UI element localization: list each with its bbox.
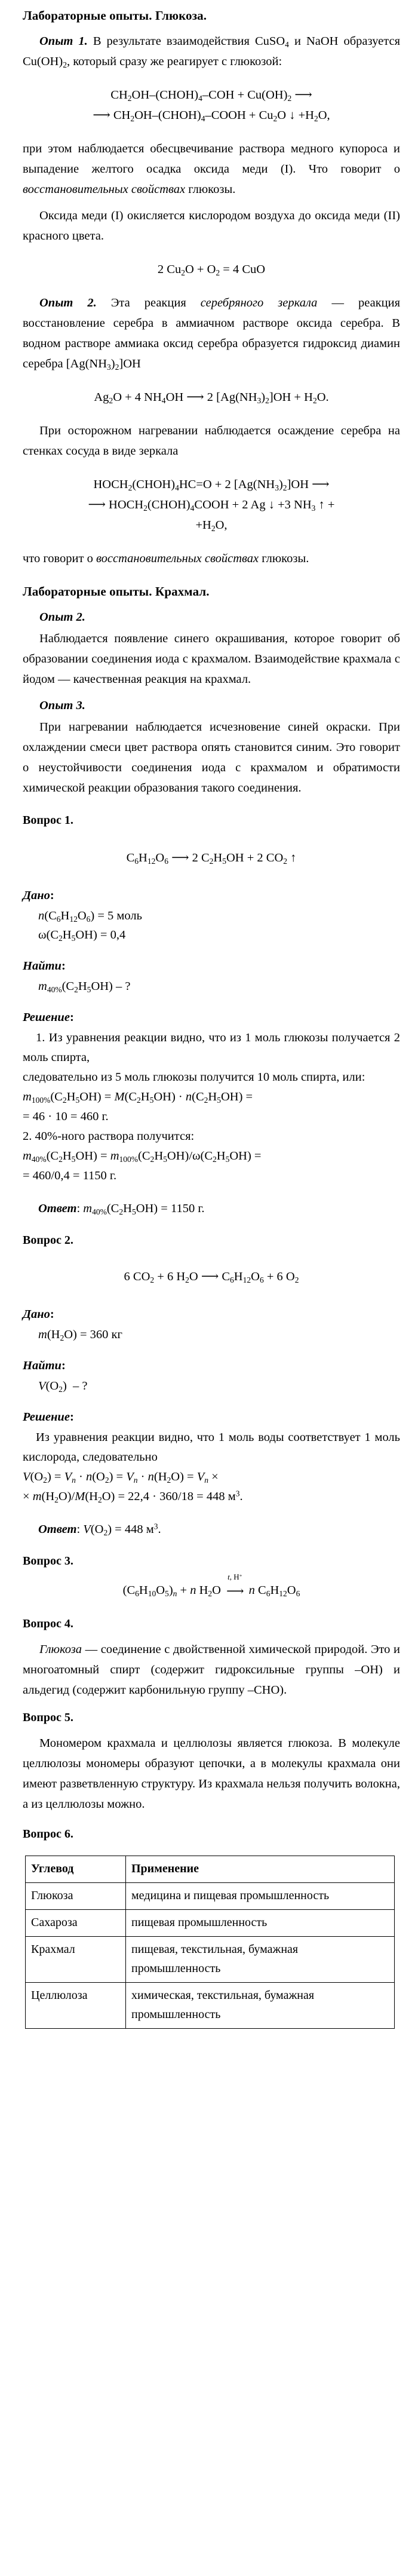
given-label-text: Дано — [23, 889, 50, 903]
closing-text-1: что говорит о — [23, 552, 96, 566]
starch-experiment-2-text: Наблюдается появление синего окрашивания, которое говорит об образовании соединения иода с крахмалом. Взаимодействие крахмала с йодом — качественная реакция на крахмал. — [23, 632, 400, 686]
question-2-answer: Ответ: $V(O_2) = 448$ $м^3$. — [38, 1522, 161, 1538]
question-3-title: Вопрос 3. — [23, 1554, 73, 1568]
equation-fermentation — [23, 848, 400, 868]
question-2-given-label: Дано: — [23, 1308, 54, 1321]
question-1-find-label: Найти: — [23, 959, 66, 973]
table-cell-application: медицина и пищевая промышленность — [126, 1882, 395, 1909]
find-label-text: Найти — [23, 959, 62, 973]
table-header-application: Применение — [126, 1856, 395, 1882]
table-cell-carbohydrate: Сахароза — [26, 1909, 126, 1936]
experiment-1-paragraph-2: Оксида меди (I) окисляется кислородом воздуха до оксида меди (II) красного цвета. — [23, 209, 400, 243]
table-cell-application: пищевая, текстильная, бумажная промышленность — [126, 1936, 395, 1982]
experiment-2-text-1: Эта реакция — [110, 296, 201, 310]
question-1-solution-step-1: 1. Из уравнения реакции видно, что из 1 моль глюкозы получается 2 моль спирта, — [23, 1031, 400, 1065]
experiment-2-closing — [23, 548, 400, 569]
equation-line-3: $+H_2O$, — [195, 519, 228, 533]
question-1-solution-label: Решение: — [23, 1011, 74, 1025]
equation-cu2o-oxidation — [23, 259, 400, 280]
question-2-find-label: Найти: — [23, 1359, 66, 1373]
question-1-title: Вопрос 1. — [23, 814, 73, 827]
table-header-row — [26, 1856, 395, 1882]
question-4-text — [23, 1639, 400, 1700]
question-1-formula-5: = 460/0,4 = 1150 г. — [23, 1169, 117, 1183]
section-title-starch: Лабораторные опыты. Крахмал. — [23, 584, 210, 599]
experiment-2-text-2: — реакция восстановление серебра в аммиачном растворе оксида серебра. В водном растворе аммиака оксид серебра образуется гидроксид диамин серебра $[Ag(NH_3)_2]OH$ — [23, 296, 401, 372]
question-1-formula-3: 2. 40%-ного раствора получится: — [23, 1130, 195, 1143]
table-row — [26, 1982, 395, 2028]
question-1-given-2: $\omega(C_2H_5OH) = 0,4$ — [38, 928, 126, 943]
equation-silver-mirror — [23, 474, 400, 535]
question-1-given-label: Дано: — [23, 889, 54, 903]
answer-label: Ответ — [38, 1202, 77, 1216]
question-2-formula-2: × $m(H_2O)/M(H_2O) = 22,4 \cdot 360/18 = 448$ $м^3$. — [23, 1489, 243, 1505]
table-cell-application: пищевая промышленность — [126, 1909, 395, 1936]
equation-line: 6 $CO_2 + 6$ $H_2O$ ⟶ $C_6H_{12}O_6 + 6$ $O_2$ — [124, 1270, 299, 1285]
table-cell-carbohydrate: Целлюлоза — [26, 1982, 126, 2028]
equation-silver-ammonia — [23, 387, 400, 407]
experiment-1-intro — [23, 31, 400, 72]
question-5-title: Вопрос 5. — [23, 1710, 73, 1724]
starch-experiment-3-label-line — [23, 695, 400, 716]
equation-line: $C_6H_{12}O_6$ ⟶ 2 $C_2H_5OH + 2$ $CO_2$ ↑ — [126, 851, 297, 866]
equation-line: $(C_6H_{10}O_5)_n + n$ $H_2O$ t, H+ ⟶ n $C_6H_{12}O_6$ — [23, 1580, 400, 1601]
carbohydrate-applications-table — [25, 1856, 395, 2029]
equation-line-2: ⟶ $HOCH_2(CHOH)_4COOH + 2$ Ag ↓ +3 $NH_3$ ↑ + — [88, 498, 335, 513]
experiment-2-paragraph: При осторожном нагревании наблюдается осаждение серебра на стенках сосуда в виде зеркала — [23, 424, 400, 458]
experiment-2-label: Опыт 2. — [39, 296, 97, 310]
after-equation-text-2: глюкозы. — [185, 183, 236, 197]
experiment-1-after-equation — [23, 139, 400, 200]
question-1-formula-1: $m_{100\%}(C_2H_5OH) = M(C_2H_5OH) \cdot n(C_2H_5OH)$ = — [23, 1090, 253, 1105]
closing-italic: восстановительных свойствах — [96, 552, 259, 566]
equation-glucose-cu-oh2 — [23, 85, 400, 125]
given-label-text: Дано — [23, 1308, 50, 1321]
equation-line-1: $HOCH_2(CHOH)_4HC=O + 2$ $[Ag(NH_3)_2]OH$ ⟶ — [93, 478, 330, 492]
solution-label-text: Решение — [23, 1011, 70, 1025]
starch-experiment-3-label: Опыт 3. — [39, 699, 85, 713]
table-cell-carbohydrate: Крахмал — [26, 1936, 126, 1982]
question-2-given-1: $m(H_2O) = 360$ кг — [38, 1328, 122, 1343]
reaction-arrow: t, H+ ⟶ — [226, 1572, 244, 1598]
question-1-answer: Ответ: $m_{40\%}(C_2H_5OH) = 1150$ г. — [38, 1202, 205, 1217]
question-5-text: Мономером крахмала и целлюлозы является глюкоза. В молекуле целлюлозы мономеры образуют цепочки, а в молекулы крахмала они имеют разветвленную структуру. Из крахмала нельзя получить волокна, а из целлюлозы можно. — [23, 1736, 400, 1811]
equation-line-1: $CH_2OH-(CHOH)_4$–COH + $Cu(OH)_2$ ⟶ — [110, 88, 312, 103]
equation-photosynthesis — [23, 1266, 400, 1287]
question-2-title: Вопрос 2. — [23, 1234, 73, 1247]
question-1-formula-4: $m_{40\%}(C_2H_5OH) = m_{100\%}(C_2H_5OH)/\omega(C_2H_5OH)$ = — [23, 1149, 262, 1164]
question-2-formula-1: $V(O_2) = V_n \cdot n(O_2) = V_n \cdot n(H_2O) = V_n$ × — [23, 1470, 219, 1485]
after-equation-italic: восстановительных свойствах — [23, 183, 186, 197]
question-4-body: — соединение с двойственной химической природой. Это и многоатомный спирт (содержит гидроксильные группы –ОН) и альдегид (содержит карбонильную группу –СНО). — [23, 1642, 400, 1697]
question-1-formula-2: = 46 · 10 = 460 г. — [23, 1110, 109, 1124]
solution-label-text: Решение — [23, 1410, 70, 1424]
starch-experiment-2-label-line — [23, 607, 400, 627]
question-1-find-1: $m_{40\%}(C_2H_5OH)$ – ? — [38, 980, 131, 995]
answer-label: Ответ — [38, 1523, 77, 1537]
question-4-title: Вопрос 4. — [23, 1617, 73, 1630]
experiment-2-intro — [23, 293, 400, 374]
table-row — [26, 1909, 395, 1936]
question-1-given-1: $n(C_6H_{12}O_6) = 5$ моль — [38, 909, 142, 924]
question-4-italic-term: Глюкоза — [39, 1642, 82, 1656]
experiment-2-italic: серебряного зеркала — [200, 296, 318, 310]
table-row — [26, 1936, 395, 1982]
equation-line: $Ag_2O + 4$ $NH_4OH$ ⟶ 2 $[Ag(NH_3)_2]OH + H_2O$. — [94, 391, 329, 405]
question-1-solution-step-2: следовательно из 5 моль глюкозы получится 10 моль спирта, или: — [23, 1071, 365, 1084]
equation-line: 2 $Cu_2O + O_2 = 4$ CuO — [157, 263, 266, 277]
reaction-condition: t, H+ — [228, 1572, 242, 1581]
question-6-title: Вопрос 6. — [23, 1827, 73, 1841]
find-label-text: Найти — [23, 1359, 62, 1373]
starch-experiment-3-text: При нагревании наблюдается исчезновение синей окраски. При охлаждении смеси цвет раствора опять становится синим. Это говорит о неустойчивости соединения иода с крахмалом и обратимости химической реакции образования такого соединения. — [23, 720, 400, 795]
table-cell-carbohydrate: Глюкоза — [26, 1882, 126, 1909]
table-row — [26, 1882, 395, 1909]
table-cell-application: химическая, текстильная, бумажная промышленность — [126, 1982, 395, 2028]
section-title-glucose: Лабораторные опыты. Глюкоза. — [23, 8, 207, 23]
closing-text-2: глюкозы. — [259, 552, 309, 566]
equation-line-2: ⟶ $CH_2OH-(CHOH)_4$–COOH + $Cu_2O$ ↓ $+H_2O$, — [93, 109, 330, 123]
after-equation-text-1: при этом наблюдается обесцвечивание раствора медного купороса и выпадение желтого осадка оксида меди (I). Что говорит о — [23, 142, 400, 176]
table-header-carbohydrate: Углевод — [26, 1856, 126, 1882]
starch-experiment-2-label: Опыт 2. — [39, 611, 85, 624]
question-2-solution-label: Решение: — [23, 1410, 74, 1424]
experiment-1-intro-text: В результате взаимодействия CuSO$_4$ и NaOH образуется $Cu(OH)_2$, который сразу же реагирует с глюкозой: — [23, 35, 401, 69]
question-2-find-1: $V(O_2)$ – ? — [38, 1379, 88, 1394]
question-2-solution-step-1: Из уравнения реакции видно, что 1 моль воды соответствует 1 моль кислорода, следовательно — [23, 1431, 400, 1464]
equation-hydrolysis — [23, 1572, 400, 1601]
experiment-1-label: Опыт 1. — [39, 35, 88, 48]
